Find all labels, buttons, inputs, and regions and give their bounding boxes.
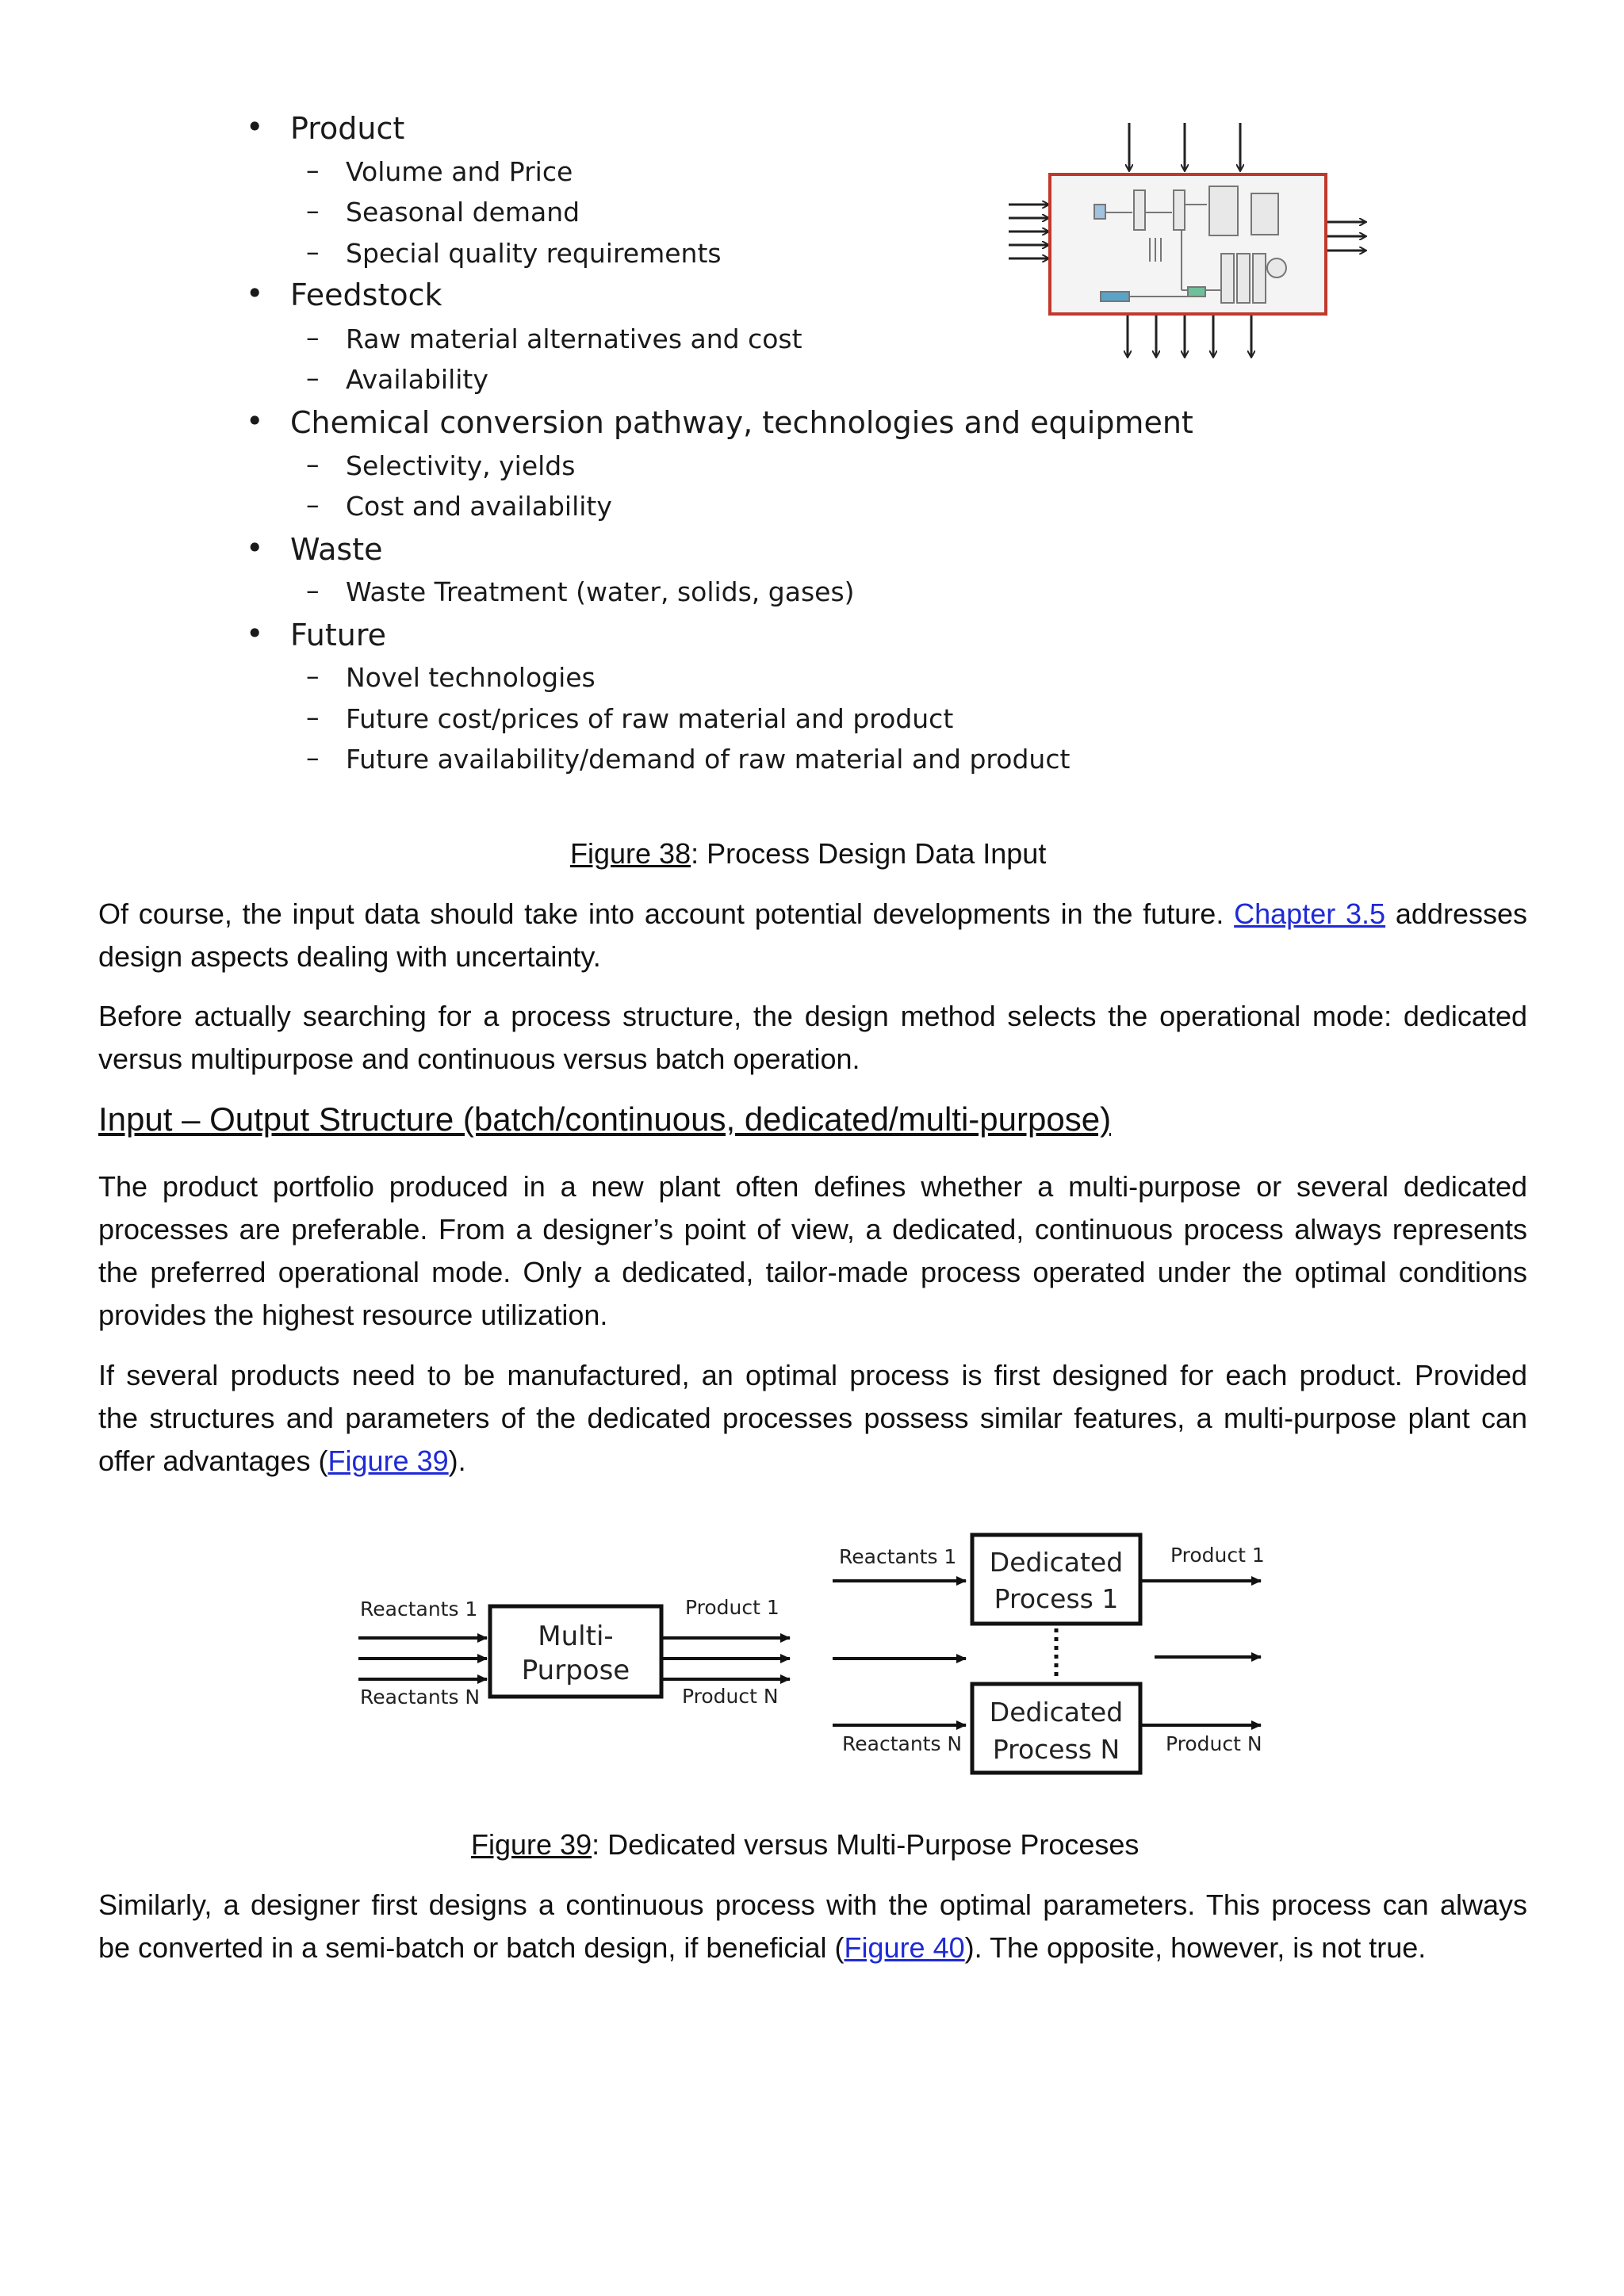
text: offer advantages ( [98,1445,328,1477]
figure-40-link[interactable]: Figure 40 [844,1931,965,1964]
dash: – [306,660,320,691]
multi-reactants-n-label: Reactants N [360,1686,481,1709]
multi-product-n-label: Product N [682,1685,779,1708]
figure-38-caption [570,837,1046,871]
paragraph-1 [98,893,1527,978]
section-heading: Input – Output Structure (batch/continuous, dedicated/multi-purpose) [98,1100,1112,1138]
dash: – [306,489,320,520]
sub-bullet-label: Cost and availability [346,491,612,522]
paragraph-line: versus multipurpose and continuous versus batch operation. [98,1043,860,1075]
bullet-waste [246,530,383,567]
multi-reactants-1-label: Reactants 1 [360,1598,478,1621]
ded-reactants-1-label: Reactants 1 [839,1545,957,1568]
text: Of course, the input data should take into account potential developments in the future. [98,897,1224,930]
paragraph-line: the structures and parameters of the dedicated processes possess similar features, a multi-purpose plant can [98,1402,1527,1434]
dash: – [306,362,320,393]
ded-reactants-n-label: Reactants N [842,1732,963,1755]
sub-bullet-label: Volume and Price [346,156,573,187]
dash: – [306,575,320,606]
sub-bullet [306,236,722,269]
bullet-label: Future [290,618,387,652]
figure-39-diagram [349,1522,1285,1792]
ded-product-1-label: Product 1 [1170,1544,1265,1567]
paragraph-line: provides the highest resource utilization. [98,1299,608,1331]
paragraph-line: Similarly, a designer first designs a continuous process with the optimal parameters. This process can always [98,1888,1527,1921]
sub-bullet-label: Availability [346,364,488,395]
sub-bullet-label: Future availability/demand of raw material and product [346,744,1071,775]
text: addresses [1395,897,1527,930]
sub-bullet [306,660,596,693]
bullet-dot: • [246,616,264,651]
ded-box1-line2: Process 1 [994,1583,1119,1614]
sub-bullet-label: Special quality requirements [346,238,722,269]
paragraph-line: If several products need to be manufactured, an optimal process is first designed for each product. Provided [98,1359,1527,1391]
bullet-dot: • [246,109,264,144]
sub-bullet [306,489,612,522]
sub-bullet-label: Seasonal demand [346,197,580,228]
multi-box-line1: Multi- [538,1621,614,1652]
paragraph-line: processes are preferable. From a designer’s point of view, a dedicated, continuous process always represents [98,1213,1527,1246]
multi-product-1-label: Product 1 [685,1596,779,1619]
text: be converted in a semi-batch or batch design, if beneficial ( [98,1931,845,1964]
bullet-dot: • [246,276,264,311]
ded-boxn-line2: Process N [992,1734,1120,1765]
sub-bullet-label: Novel technologies [346,662,596,693]
paragraph-line [98,1927,1527,1969]
ded-box1-line1: Dedicated [989,1547,1124,1578]
sub-bullet [306,322,802,354]
paragraph-line: Before actually searching for a process structure, the design method selects the operational mode: dedicated [98,1000,1527,1032]
bullet-label: Feedstock [290,277,442,312]
sub-bullet [306,742,1071,775]
sub-bullet [306,575,855,607]
sub-bullet-label: Future cost/prices of raw material and product [346,703,954,734]
sub-bullet-label: Raw material alternatives and cost [346,323,802,354]
paragraph-line [98,893,1527,936]
ded-product-n-label: Product N [1166,1732,1262,1755]
bullet-label: Product [290,111,405,146]
paragraph-5 [98,1884,1527,1969]
sub-bullet [306,155,573,187]
bullet-label: Chemical conversion pathway, technologies and equipment [290,405,1193,440]
multi-box-line2: Purpose [521,1655,630,1686]
paragraph-line: The product portfolio produced in a new plant often defines whether a multi-purpose or several dedicated [98,1170,1527,1203]
text: ). The opposite, however, is not true. [964,1931,1427,1964]
paragraph-line: the preferred operational mode. Only a dedicated, tailor-made process operated under the optimal conditions [98,1256,1527,1288]
sub-bullet-label: Waste Treatment (water, solids, gases) [346,576,855,607]
caption-text: : Process Design Data Input [691,837,1047,870]
paragraph-line [98,1440,1527,1483]
paragraph-4 [98,1354,1527,1483]
figure-39-caption [471,1828,1139,1862]
sub-bullet [306,449,576,481]
text: ). [448,1445,466,1477]
figure-38-ref: Figure 38 [570,837,691,870]
dash: – [306,449,320,480]
paragraph-2 [98,995,1527,1081]
caption-text: : Dedicated versus Multi-Purpose Proceses [592,1828,1139,1861]
figure-39-link[interactable]: Figure 39 [327,1445,449,1477]
bullet-chemical-conversion [246,404,1193,440]
ded-boxn-line1: Dedicated [989,1697,1124,1728]
paragraph-line: design aspects dealing with uncertainty. [98,940,601,973]
dash: – [306,702,320,733]
chapter-3-5-link[interactable]: Chapter 3.5 [1234,897,1386,930]
bullet-dot: • [246,530,264,565]
dash: – [306,155,320,186]
sub-bullet [306,702,954,734]
sub-bullet-label: Selectivity, yields [346,450,576,481]
bullet-future [246,616,387,652]
bullet-feedstock [246,276,442,312]
dash: – [306,236,320,267]
process-plant-diagram [999,111,1380,365]
bullet-product [246,109,405,146]
dash: – [306,195,320,226]
dash: – [306,322,320,353]
paragraph-3 [98,1165,1527,1337]
sub-bullet [306,195,580,228]
dash: – [306,742,320,773]
bullet-label: Waste [290,532,383,567]
figure-39-ref: Figure 39 [471,1828,592,1861]
sub-bullet [306,362,488,395]
bullet-dot: • [246,404,264,438]
